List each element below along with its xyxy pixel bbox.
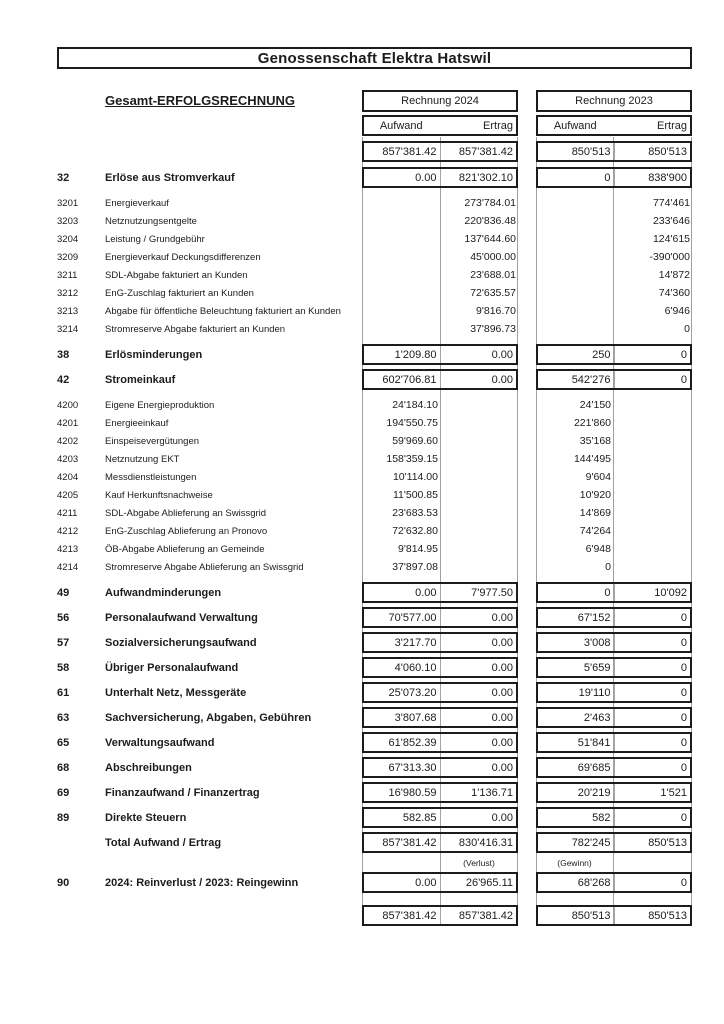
- value-ertrag-2024: 0.00: [491, 811, 513, 824]
- value-box-g2: [536, 905, 692, 926]
- value-ertrag-2024: 273'784.01: [464, 197, 516, 209]
- value-box-g1: [362, 141, 518, 162]
- account-label: EnG-Zuschlag Ablieferung an Pronovo: [105, 525, 268, 537]
- account-label: Einspeisevergütungen: [105, 435, 200, 447]
- table-row: [0, 582, 724, 603]
- value-box-g2: [536, 657, 692, 678]
- table-row: [0, 732, 724, 753]
- account-label: Total Aufwand / Ertrag: [105, 836, 222, 849]
- column-subheader-row: [0, 115, 724, 136]
- value-box-g1: [362, 369, 518, 390]
- value-aufwand-2024: 857'381.42: [364, 143, 441, 160]
- value-ertrag-2023: -390'000: [649, 251, 690, 263]
- account-number: 4214: [57, 561, 79, 573]
- document-title-box: [57, 47, 692, 69]
- detail-row: [0, 320, 724, 338]
- account-label: Erlöse aus Stromverkauf: [105, 171, 235, 184]
- value-aufwand-2023: 14'869: [579, 507, 611, 519]
- value-aufwand-2024: 3'217.70: [364, 634, 441, 651]
- value-ertrag-2024: 45'000.00: [470, 251, 516, 263]
- value-ertrag-2023: 774'461: [652, 197, 690, 209]
- value-aufwand-2024: 37'897.08: [392, 561, 438, 573]
- value-aufwand-2023: 144'495: [573, 453, 611, 465]
- value-aufwand-2023: 74'264: [579, 525, 611, 537]
- account-number: 49: [57, 586, 70, 599]
- value-ertrag-2024: 857'381.42: [458, 909, 513, 922]
- value-aufwand-2024: 67'313.30: [364, 759, 441, 776]
- value-ertrag-2023: 838'900: [648, 171, 687, 184]
- account-label: Energieeinkauf: [105, 417, 169, 429]
- gewinn-note: (Gewinn): [557, 858, 592, 868]
- account-label: Erlösminderungen: [105, 348, 203, 361]
- verlust-note: (Verlust): [463, 858, 495, 868]
- detail-row: [0, 486, 724, 504]
- value-ertrag-2023: 0: [680, 876, 687, 889]
- detail-row: [0, 450, 724, 468]
- value-ertrag-2023: 850'513: [648, 836, 687, 849]
- value-ertrag-2024: 0.00: [491, 686, 513, 699]
- value-ertrag-2024: 0.00: [491, 373, 513, 386]
- account-number: 3212: [57, 287, 79, 299]
- value-ertrag-2023: 1'521: [660, 786, 687, 799]
- column-header-2024-label: Rechnung 2024: [401, 95, 479, 107]
- table-row: [0, 632, 724, 653]
- value-ertrag-2023: 0: [680, 736, 687, 749]
- table-row: [0, 369, 724, 390]
- account-label: Stromeinkauf: [105, 373, 176, 386]
- value-ertrag-2023: 850'513: [648, 145, 687, 158]
- detail-row: [0, 230, 724, 248]
- value-aufwand-2024: 857'381.42: [364, 834, 441, 851]
- account-number: 4213: [57, 543, 79, 555]
- table-row: [0, 807, 724, 828]
- value-ertrag-2024: 0.00: [491, 761, 513, 774]
- value-aufwand-2024: 3'807.68: [364, 709, 441, 726]
- account-label: Abgabe für öffentliche Beleuchtung fakturiert an Kunden: [105, 305, 341, 317]
- detail-rows-block: [0, 396, 724, 576]
- column-header-2023: [536, 90, 692, 112]
- account-number: 38: [57, 348, 70, 361]
- ertrag-header-2024: Ertrag: [483, 119, 513, 132]
- value-aufwand-2023: 221'860: [573, 417, 611, 429]
- value-ertrag-2023: 10'092: [654, 586, 687, 599]
- value-box-g1: [362, 632, 518, 653]
- account-number: 4205: [57, 489, 79, 501]
- value-box-g2: [536, 832, 692, 853]
- value-box-g1: [362, 167, 518, 188]
- value-ertrag-2024: 1'136.71: [471, 786, 513, 799]
- detail-row: [0, 302, 724, 320]
- account-label: SDL-Abgabe Ablieferung an Swissgrid: [105, 507, 267, 519]
- account-number: 58: [57, 661, 70, 674]
- value-ertrag-2024: 0.00: [491, 711, 513, 724]
- account-label: Messdienstleistungen: [105, 471, 197, 483]
- value-aufwand-2024: 11'500.85: [392, 489, 438, 501]
- value-aufwand-2024: 23'683.53: [392, 507, 438, 519]
- value-ertrag-2024: 0.00: [491, 736, 513, 749]
- value-aufwand-2024: 857'381.42: [364, 907, 441, 924]
- account-label: Energieverkauf Deckungsdifferenzen: [105, 251, 261, 263]
- detail-row: [0, 504, 724, 522]
- account-number: 42: [57, 373, 70, 386]
- value-ertrag-2024: 26'965.11: [465, 876, 513, 889]
- value-ertrag-2024: 37'896.73: [470, 323, 516, 335]
- account-label: Stromreserve Abgabe fakturiert an Kunden: [105, 323, 286, 335]
- value-box-g1: [362, 657, 518, 678]
- value-ertrag-2023: 124'615: [652, 233, 690, 245]
- value-aufwand-2023: 3'008: [538, 634, 615, 651]
- value-aufwand-2023: 35'168: [579, 435, 611, 447]
- account-number: 3211: [57, 269, 78, 281]
- value-aufwand-2024: 0.00: [364, 874, 441, 891]
- value-box-g2: [536, 732, 692, 753]
- value-ertrag-2023: 0: [680, 373, 687, 386]
- account-label: Stromreserve Abgabe Ablieferung an Swissgrid: [105, 561, 304, 573]
- account-label: Direkte Steuern: [105, 811, 187, 824]
- value-aufwand-2023: 68'268: [538, 874, 615, 891]
- table-area: [0, 115, 724, 926]
- account-label: Netznutzung EKT: [105, 453, 180, 465]
- account-label: Sozialversicherungsaufwand: [105, 636, 257, 649]
- value-ertrag-2023: 6'946: [664, 305, 690, 317]
- account-label: 2024: Reinverlust / 2023: Reingewinn: [105, 876, 299, 889]
- value-aufwand-2024: 194'550.75: [386, 417, 438, 429]
- account-label: Finanzaufwand / Finanzertrag: [105, 786, 260, 799]
- value-aufwand-2023: 69'685: [538, 759, 615, 776]
- value-box-g2: [536, 807, 692, 828]
- account-label: Unterhalt Netz, Messgeräte: [105, 686, 247, 699]
- detail-row: [0, 212, 724, 230]
- account-number: 56: [57, 611, 70, 624]
- detail-row: [0, 284, 724, 302]
- value-aufwand-2023: 850'513: [538, 907, 615, 924]
- table-row: [0, 607, 724, 628]
- value-aufwand-2024: 70'577.00: [364, 609, 441, 626]
- account-number: 4202: [57, 435, 79, 447]
- value-box-g2: [536, 607, 692, 628]
- account-number: 32: [57, 171, 70, 184]
- account-label: EnG-Zuschlag fakturiert an Kunden: [105, 287, 254, 299]
- detail-row: [0, 468, 724, 486]
- detail-row: [0, 540, 724, 558]
- value-aufwand-2024: 1'209.80: [364, 346, 441, 363]
- account-number: 4203: [57, 453, 79, 465]
- value-box-g1: [362, 757, 518, 778]
- detail-row: [0, 194, 724, 212]
- value-box-g2: [536, 582, 692, 603]
- table-row: [0, 832, 724, 853]
- detail-row: [0, 248, 724, 266]
- value-aufwand-2024: 582.85: [364, 809, 441, 826]
- value-ertrag-2023: 233'646: [652, 215, 690, 227]
- value-box-g2: [536, 141, 692, 162]
- account-number: 3201: [57, 197, 79, 209]
- ertrag-header-2023: Ertrag: [657, 119, 687, 132]
- detail-row: [0, 522, 724, 540]
- value-aufwand-2023: 542'276: [538, 371, 615, 388]
- value-aufwand-2023: 67'152: [538, 609, 615, 626]
- value-ertrag-2024: 23'688.01: [470, 269, 516, 281]
- value-aufwand-2024: 0.00: [364, 169, 441, 186]
- subheader-box-2024: [362, 115, 518, 136]
- value-aufwand-2024: 10'114.00: [392, 471, 438, 483]
- value-box-g1: [362, 607, 518, 628]
- value-aufwand-2024: 602'706.81: [364, 371, 441, 388]
- account-label: SDL-Abgabe fakturiert an Kunden: [105, 269, 248, 281]
- table-row: [0, 707, 724, 728]
- value-ertrag-2023: 0: [680, 636, 687, 649]
- detail-row: [0, 266, 724, 284]
- value-box-g1: [362, 344, 518, 365]
- value-ertrag-2023: 850'513: [648, 909, 687, 922]
- account-number: 4201: [57, 417, 79, 429]
- table-row: [0, 872, 724, 893]
- table-row: [0, 757, 724, 778]
- account-number: 57: [57, 636, 70, 649]
- account-number: 63: [57, 711, 70, 724]
- account-number: 4212: [57, 525, 79, 537]
- value-ertrag-2024: 821'302.10: [458, 171, 513, 184]
- subheader-box-2023: [536, 115, 692, 136]
- value-ertrag-2023: 0: [684, 323, 690, 335]
- value-aufwand-2024: 59'969.60: [392, 435, 438, 447]
- table-rows-container: [0, 141, 724, 926]
- detail-row: [0, 396, 724, 414]
- value-aufwand-2023: 19'110: [538, 684, 615, 701]
- account-label: Eigene Energieproduktion: [105, 399, 215, 411]
- value-ertrag-2024: 7'977.50: [471, 586, 513, 599]
- table-row: [0, 682, 724, 703]
- value-aufwand-2023: 5'659: [538, 659, 615, 676]
- value-aufwand-2024: 24'184.10: [392, 399, 438, 411]
- detail-rows-block: [0, 194, 724, 338]
- value-box-g1: [362, 905, 518, 926]
- value-aufwand-2023: 0: [605, 561, 611, 573]
- account-number: 69: [57, 786, 70, 799]
- value-aufwand-2024: 16'980.59: [364, 784, 441, 801]
- account-label: Abschreibungen: [105, 761, 192, 774]
- account-label: Sachversicherung, Abgaben, Gebühren: [105, 711, 312, 724]
- table-row: [0, 905, 724, 926]
- value-aufwand-2024: 72'632.80: [392, 525, 438, 537]
- account-number: 4200: [57, 399, 79, 411]
- value-aufwand-2023: 250: [538, 346, 615, 363]
- value-ertrag-2024: 830'416.31: [458, 836, 513, 849]
- value-aufwand-2023: 0: [538, 169, 615, 186]
- account-number: 4211: [57, 507, 78, 519]
- value-aufwand-2023: 6'948: [585, 543, 611, 555]
- value-aufwand-2023: 782'245: [538, 834, 615, 851]
- value-aufwand-2023: 10'920: [579, 489, 611, 501]
- column-header-2024: [362, 90, 518, 112]
- value-ertrag-2023: 0: [680, 811, 687, 824]
- value-ertrag-2023: 0: [680, 611, 687, 624]
- value-ertrag-2023: 14'872: [658, 269, 690, 281]
- value-ertrag-2023: 74'360: [658, 287, 690, 299]
- value-ertrag-2024: 0.00: [491, 348, 513, 361]
- value-ertrag-2023: 0: [680, 348, 687, 361]
- account-number: 65: [57, 736, 70, 749]
- value-box-g1: [362, 782, 518, 803]
- value-box-g2: [536, 682, 692, 703]
- value-ertrag-2023: 0: [680, 711, 687, 724]
- section-title: Gesamt-ERFOLGSRECHNUNG: [105, 93, 295, 108]
- value-box-g2: [536, 369, 692, 390]
- value-aufwand-2023: 9'604: [585, 471, 611, 483]
- value-ertrag-2024: 9'816.70: [476, 305, 516, 317]
- column-header-2023-label: Rechnung 2023: [575, 95, 653, 107]
- account-label: Personalaufwand Verwaltung: [105, 611, 258, 624]
- value-aufwand-2023: 24'150: [579, 399, 611, 411]
- value-aufwand-2023: 51'841: [538, 734, 615, 751]
- account-label: Verwaltungsaufwand: [105, 736, 215, 749]
- value-box-g1: [362, 707, 518, 728]
- table-row: [0, 782, 724, 803]
- value-ertrag-2024: 137'644.60: [464, 233, 516, 245]
- value-ertrag-2024: 0.00: [491, 661, 513, 674]
- detail-row: [0, 432, 724, 450]
- result-note-row: [0, 857, 724, 870]
- value-ertrag-2024: 0.00: [491, 611, 513, 624]
- account-number: 3213: [57, 305, 79, 317]
- account-number: 68: [57, 761, 70, 774]
- table-row: [0, 167, 724, 188]
- account-number: 61: [57, 686, 70, 699]
- value-box-g2: [536, 632, 692, 653]
- account-number: 3203: [57, 215, 79, 227]
- account-label: Übriger Personalaufwand: [105, 661, 239, 674]
- account-label: Energieverkauf: [105, 197, 169, 209]
- detail-row: [0, 414, 724, 432]
- value-aufwand-2024: 0.00: [364, 584, 441, 601]
- value-ertrag-2023: 0: [680, 686, 687, 699]
- value-aufwand-2023: 20'219: [538, 784, 615, 801]
- value-box-g1: [362, 732, 518, 753]
- aufwand-header-2024: Aufwand: [379, 119, 423, 132]
- account-number: 89: [57, 811, 70, 824]
- value-aufwand-2023: 850'513: [538, 143, 615, 160]
- account-label: Aufwandminderungen: [105, 586, 222, 599]
- account-number: 4204: [57, 471, 79, 483]
- account-number: 90: [57, 876, 70, 889]
- value-box-g2: [536, 872, 692, 893]
- value-aufwand-2024: 4'060.10: [364, 659, 441, 676]
- value-box-g1: [362, 682, 518, 703]
- table-row: [0, 344, 724, 365]
- value-aufwand-2024: 158'359.15: [386, 453, 438, 465]
- value-ertrag-2023: 0: [680, 761, 687, 774]
- table-row: [0, 141, 724, 162]
- value-box-g1: [362, 872, 518, 893]
- detail-row: [0, 558, 724, 576]
- value-box-g1: [362, 807, 518, 828]
- value-ertrag-2024: 220'836.48: [464, 215, 516, 227]
- account-label: Kauf Herkunftsnachweise: [105, 489, 213, 501]
- value-box-g2: [536, 707, 692, 728]
- value-box-g1: [362, 582, 518, 603]
- value-ertrag-2023: 0: [680, 661, 687, 674]
- value-aufwand-2024: 25'073.20: [364, 684, 441, 701]
- value-aufwand-2024: 61'852.39: [364, 734, 441, 751]
- account-number: 3204: [57, 233, 79, 245]
- account-number: 3214: [57, 323, 79, 335]
- value-aufwand-2023: 2'463: [538, 709, 615, 726]
- account-label: Netznutzungsentgelte: [105, 215, 197, 227]
- document-title: Genossenschaft Elektra Hatswil: [257, 49, 492, 67]
- account-label: ÖB-Abgabe Ablieferung an Gemeinde: [105, 543, 265, 555]
- value-box-g1: [362, 832, 518, 853]
- aufwand-header-2023: Aufwand: [553, 119, 597, 132]
- value-box-g2: [536, 344, 692, 365]
- table-row: [0, 657, 724, 678]
- account-label: Leistung / Grundgebühr: [105, 233, 205, 245]
- value-box-g2: [536, 782, 692, 803]
- value-ertrag-2024: 0.00: [491, 636, 513, 649]
- value-ertrag-2024: 72'635.57: [470, 287, 516, 299]
- value-box-g2: [536, 167, 692, 188]
- value-aufwand-2024: 9'814.95: [398, 543, 438, 555]
- value-aufwand-2023: 0: [538, 584, 615, 601]
- value-ertrag-2024: 857'381.42: [458, 145, 513, 158]
- value-box-g2: [536, 757, 692, 778]
- account-number: 3209: [57, 251, 79, 263]
- value-aufwand-2023: 582: [538, 809, 615, 826]
